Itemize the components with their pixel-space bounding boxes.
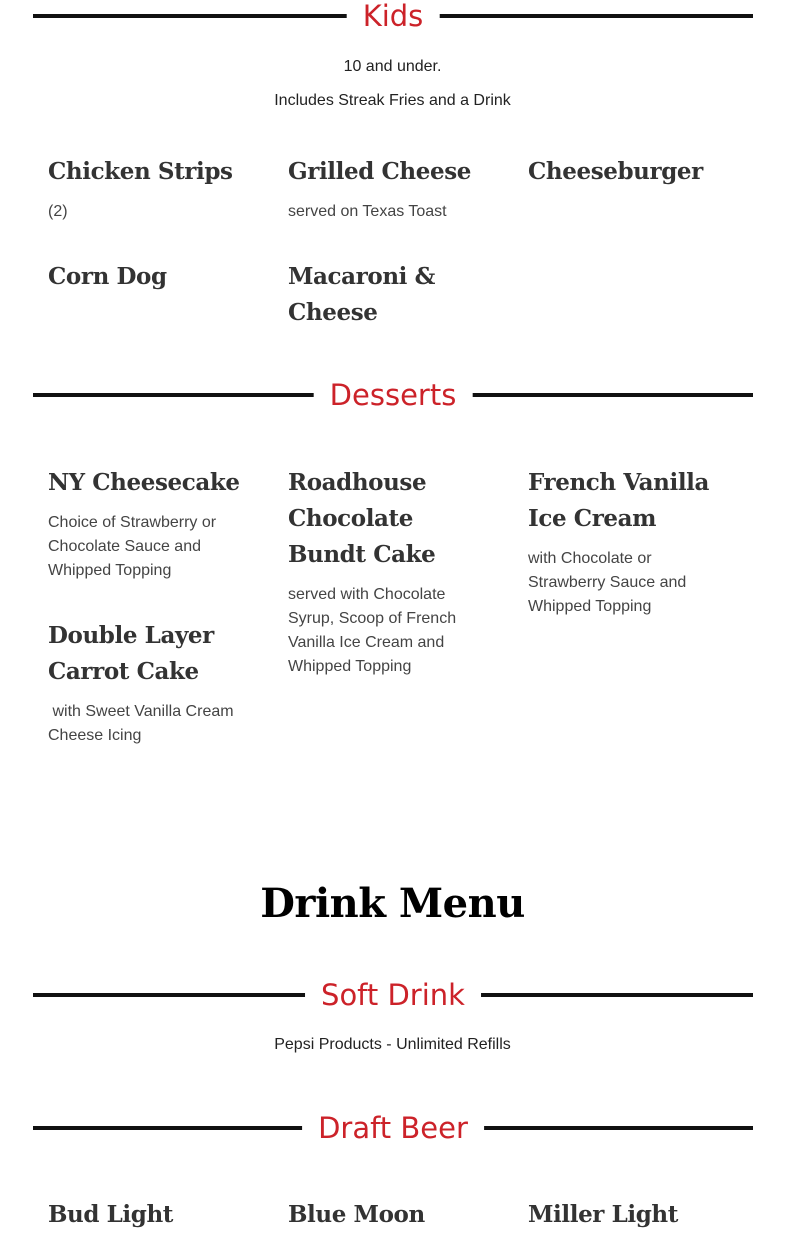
item-name: Corn Dog <box>48 263 167 290</box>
soft-drink-section-header <box>33 975 753 1015</box>
item-name: Grilled Cheese <box>288 158 471 185</box>
item-description: Choice of Strawberry or Chocolate Sauce and Whipped Topping <box>48 514 217 579</box>
drink-menu-title: Drink Menu <box>260 880 525 927</box>
menu-item-carrot-cake <box>48 618 248 748</box>
menu-item-miller-light <box>528 1197 728 1233</box>
menu-item-corn-dog <box>48 259 248 295</box>
soft-drink-note: Pepsi Products - Unlimited Refills <box>274 1036 511 1053</box>
item-description: served with Chocolate Syrup, Scoop of French Vanilla Ice Cream and Whipped Topping <box>288 586 457 675</box>
kids-age-note: 10 and under. <box>343 58 442 75</box>
menu-item-chocolate-bundt-cake <box>288 465 488 679</box>
draft-beer-section-header <box>33 1108 753 1148</box>
kids-section-title: Kids <box>347 0 440 33</box>
menu-item-ny-cheesecake <box>48 465 248 583</box>
item-description: (2) <box>48 203 68 220</box>
item-name: Chicken Strips <box>48 158 233 185</box>
item-name: Bud Light <box>48 1201 173 1228</box>
menu-item-blue-moon <box>288 1197 488 1233</box>
item-name: Cheeseburger <box>528 158 703 185</box>
item-description: with Sweet Vanilla Cream Cheese Icing <box>48 703 239 744</box>
item-name: French Vanilla Ice Cream <box>528 469 710 532</box>
kids-includes-note: Includes Streak Fries and a Drink <box>274 92 511 109</box>
item-name: Miller Light <box>528 1201 678 1228</box>
draft-beer-section-title: Draft Beer <box>302 1111 484 1145</box>
item-name: Roadhouse Chocolate Bundt Cake <box>288 469 436 568</box>
soft-drink-section-title: Soft Drink <box>305 978 481 1012</box>
item-name: Blue Moon <box>288 1201 425 1228</box>
item-description: with Chocolate or Strawberry Sauce and Whipped Topping <box>528 550 687 615</box>
menu-item-grilled-cheese <box>288 154 488 224</box>
kids-section-header <box>33 0 753 36</box>
menu-item-macaroni-cheese <box>288 259 458 331</box>
menu-item-bud-light <box>48 1197 248 1233</box>
item-name: NY Cheesecake <box>48 469 240 496</box>
item-name: Double Layer Carrot Cake <box>48 622 214 685</box>
item-name: Macaroni & Cheese <box>288 263 435 326</box>
menu-item-chicken-strips <box>48 154 248 224</box>
desserts-section-header <box>33 375 753 415</box>
menu-item-cheeseburger <box>528 154 728 190</box>
menu-item-french-vanilla-ice-cream <box>528 465 728 619</box>
desserts-section-title: Desserts <box>314 378 473 412</box>
item-description: served on Texas Toast <box>288 203 447 220</box>
